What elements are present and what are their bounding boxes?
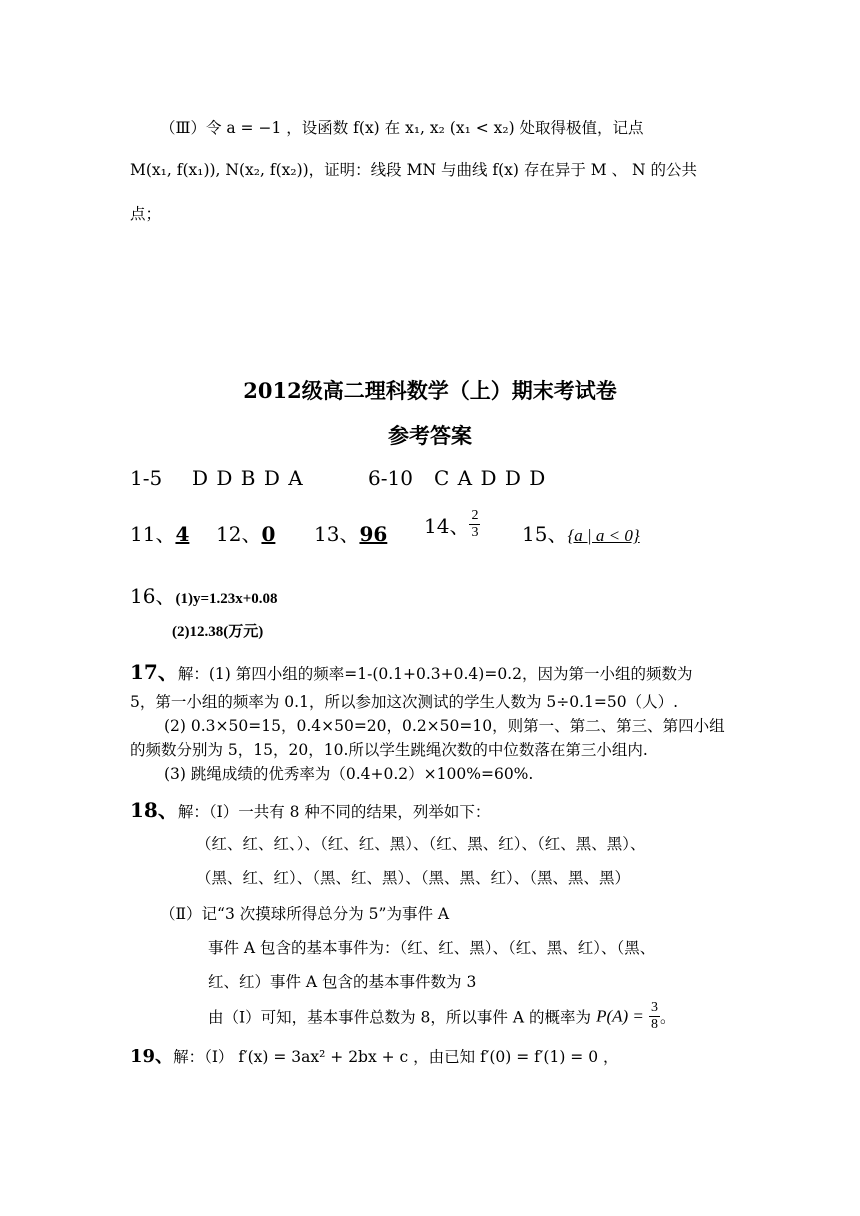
q17-line1 (130, 656, 692, 685)
q18-prob-lhs: P(A) = (596, 1006, 644, 1026)
fill-q11-answer: 4 (175, 522, 190, 546)
fill-q12-label: 12、 (216, 522, 262, 546)
q18-prob-denominator: 8 (650, 1017, 658, 1032)
q18-line1 (130, 794, 490, 823)
fill-q15 (522, 518, 640, 547)
q17-line2: 5，第一小组的频率为 0.1，所以参加这次测试的学生人数为 5÷0.1=50（人）. (130, 693, 679, 711)
q18-line6: 红、红）事件 A 包含的基本事件数为 3 (208, 973, 477, 991)
q17-line5: (3) 跳绳成绩的优秀率为（0.4+0.2）×100%=60%. (164, 765, 534, 783)
choice-answers-2: C A D D D (434, 466, 547, 490)
q16-line1 (130, 580, 278, 609)
fill-q14-label: 14、 (424, 514, 470, 538)
q18-line5: 事件 A 包含的基本事件为：（红、红、黑）、（红、黑、红）、（黑、 (208, 939, 656, 957)
choice-range-2: 6-10 (368, 466, 413, 490)
q17-line3: (2) 0.3×50=15，0.4×50=20，0.2×50=10，则第一、第二、第三、第四小组 (164, 717, 725, 735)
fill-q11-label: 11、 (130, 522, 176, 546)
fill-q13-label: 13、 (314, 522, 360, 546)
fill-q12 (216, 518, 275, 547)
page-title: 2012级高二理科数学（上）期末考试卷 (243, 378, 617, 403)
q19-label: 19、 (130, 1046, 174, 1067)
fill-q13 (314, 518, 400, 547)
choice-range-1: 1-5 (130, 466, 163, 490)
q3-line3: 点； (130, 205, 162, 223)
choice-answers-1: D D B D A (192, 466, 304, 490)
q18-prob-end: 。 (659, 1008, 676, 1027)
page-subtitle: 参考答案 (388, 423, 472, 448)
q3-line1: （Ⅲ）令 a = −1 ，设函数 f(x) 在 x₁, x₂ (x₁ < x₂) 处取得极值，记点 (160, 119, 644, 137)
fill-q11 (130, 518, 189, 547)
q18-text-7: 由（Ⅰ）可知，基本事件总数为 8，所以事件 A 的概率为 (208, 1008, 591, 1027)
q18-label: 18、 (130, 798, 178, 822)
fill-q13-answer: 96 (359, 522, 388, 546)
q17-text-1: 解：(1) 第四小组的频率=1-(0.1+0.3+0.4)=0.2，因为第一小组的频数为 (177, 665, 693, 683)
q3-line2: M(x₁, f(x₁)), N(x₂, f(x₂))，证明：线段 MN 与曲线 f(x) 存在异于 M 、 N 的公共 (130, 161, 698, 179)
fill-q14-denominator: 3 (471, 525, 479, 540)
q16-part1: (1)y=1.23x+0.08 (175, 591, 278, 607)
q19-line1 (130, 1042, 619, 1068)
q19-text-1: 解：（Ⅰ） f′(x) = 3ax² + 2bx + c ，由已知 f′(0) = f′(1) = 0 ， (173, 1048, 619, 1066)
q18-prob-fraction (649, 1000, 660, 1033)
fill-q12-answer: 0 (261, 522, 276, 546)
q18-line2: （红、红、红、）、（红、红、黑）、（红、黑、红）、（红、黑、黑）、 (196, 835, 646, 853)
fill-q14 (424, 508, 480, 541)
q16-label: 16、 (130, 584, 176, 608)
q16-part2: (2)12.38(万元) (172, 624, 264, 640)
fill-q15-label: 15、 (522, 522, 568, 546)
q18-line4: （Ⅱ）记“3 次摸球所得总分为 5”为事件 A (160, 905, 450, 923)
q18-line7 (208, 1000, 675, 1033)
fill-q14-numerator: 2 (471, 508, 479, 523)
q17-label: 17、 (130, 660, 178, 684)
q17-line4: 的频数分别为 5，15，20，10.所以学生跳绳次数的中位数落在第三小组内. (130, 741, 648, 759)
q18-text-1: 解：（Ⅰ）一共有 8 种不同的结果，列举如下： (177, 803, 491, 821)
q18-line3: （黑、红、红）、（黑、红、黑）、（黑、黑、红）、（黑、黑、黑） (196, 869, 631, 887)
q18-prob-numerator: 3 (650, 1000, 658, 1015)
fill-q15-answer: {a | a < 0} (567, 526, 640, 545)
fill-q14-fraction (469, 508, 480, 541)
